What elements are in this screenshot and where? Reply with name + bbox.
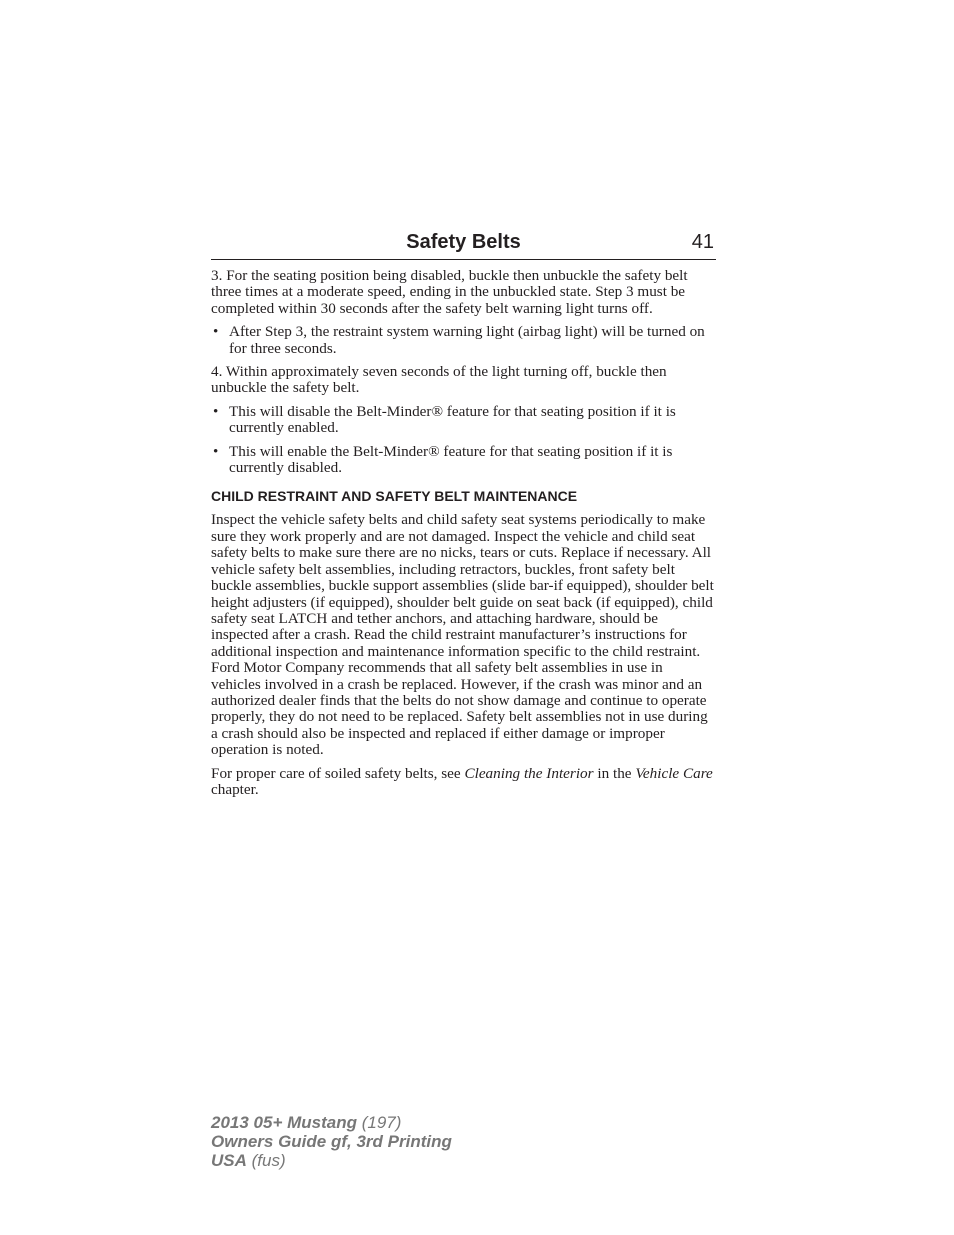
bullet-icon: • — [213, 442, 219, 460]
footer-model-code: (197) — [357, 1113, 402, 1132]
step-4-paragraph: 4. Within approximately seven seconds of the light turning off, buckle then unbuckle the safety belt. — [211, 363, 667, 397]
page-content — [211, 268, 716, 805]
bullet-item — [211, 324, 716, 357]
footer-line-2 — [211, 1132, 452, 1151]
footer-region: USA — [211, 1151, 247, 1170]
footer-region-code: (fus) — [246, 1151, 286, 1170]
bullet-text: This will enable the Belt-Minder® feature for that seating position if it is currently disabled. — [229, 442, 673, 477]
footer-guide: Owners Guide gf, 3rd Printing — [211, 1132, 452, 1151]
care-text: For proper care of soiled safety belts, see — [211, 764, 465, 782]
care-text: chapter. — [211, 780, 259, 798]
footer-line-3 — [211, 1151, 452, 1170]
page-title: Safety Belts — [406, 231, 521, 253]
page-number: 41 — [691, 231, 714, 253]
page-header — [211, 229, 716, 260]
cleaning-interior-reference: Cleaning the Interior — [464, 764, 594, 782]
page-footer — [211, 1113, 452, 1170]
bullet-icon: • — [213, 402, 219, 420]
bullet-icon: • — [213, 323, 219, 341]
step-3-paragraph: 3. For the seating position being disabled, buckle then unbuckle the safety belt three times at a moderate speed, ending in the unbuckled state. Step 3 must be completed within 30 seconds after the safety belt warning light turns off. — [211, 267, 688, 317]
care-text: in the — [593, 764, 636, 782]
section-heading: CHILD RESTRAINT AND SAFETY BELT MAINTENANCE — [211, 488, 578, 505]
bullet-item — [211, 444, 716, 477]
maintenance-paragraph: Inspect the vehicle safety belts and child safety seat systems periodically to make sure they work properly and are not damaged. Inspect the vehicle and child seat safety belts to make sure there are no nicks, tears or cuts. Replace if necessary. All vehicle safety belt assemblies, including retractors, buckles, front safety belt buckle assemblies, buckle support assemblies (slide bar-if equipped), shoulder belt height adjusters (if equipped), shoulder belt guide on seat back (if equipped), child safety seat LATCH and tether anchors, and attaching hardware, should be inspected after a crash. Read the child restraint manufacturer’s instructions for additional inspection and maintenance information specific to the child restraint. Ford Motor Company recommends that all safety belt assemblies in use in vehicles involved in a crash be replaced. However, if the crash was minor and an authorized dealer finds that the belts do not show damage and continue to operate properly, they do not need to be replaced. Safety belt assemblies not in use during a crash should also be inspected and replaced if either damage or improper operation is noted. — [211, 511, 714, 759]
footer-line-1 — [211, 1113, 452, 1132]
vehicle-care-reference: Vehicle Care — [635, 764, 713, 782]
care-paragraph — [211, 766, 716, 799]
footer-model: 2013 05+ Mustang — [211, 1113, 357, 1132]
bullet-item — [211, 404, 716, 437]
bullet-text: After Step 3, the restraint system warning light (airbag light) will be turned on for three seconds. — [229, 323, 705, 357]
bullet-text: This will disable the Belt-Minder® feature for that seating position if it is currently enabled. — [229, 402, 676, 437]
